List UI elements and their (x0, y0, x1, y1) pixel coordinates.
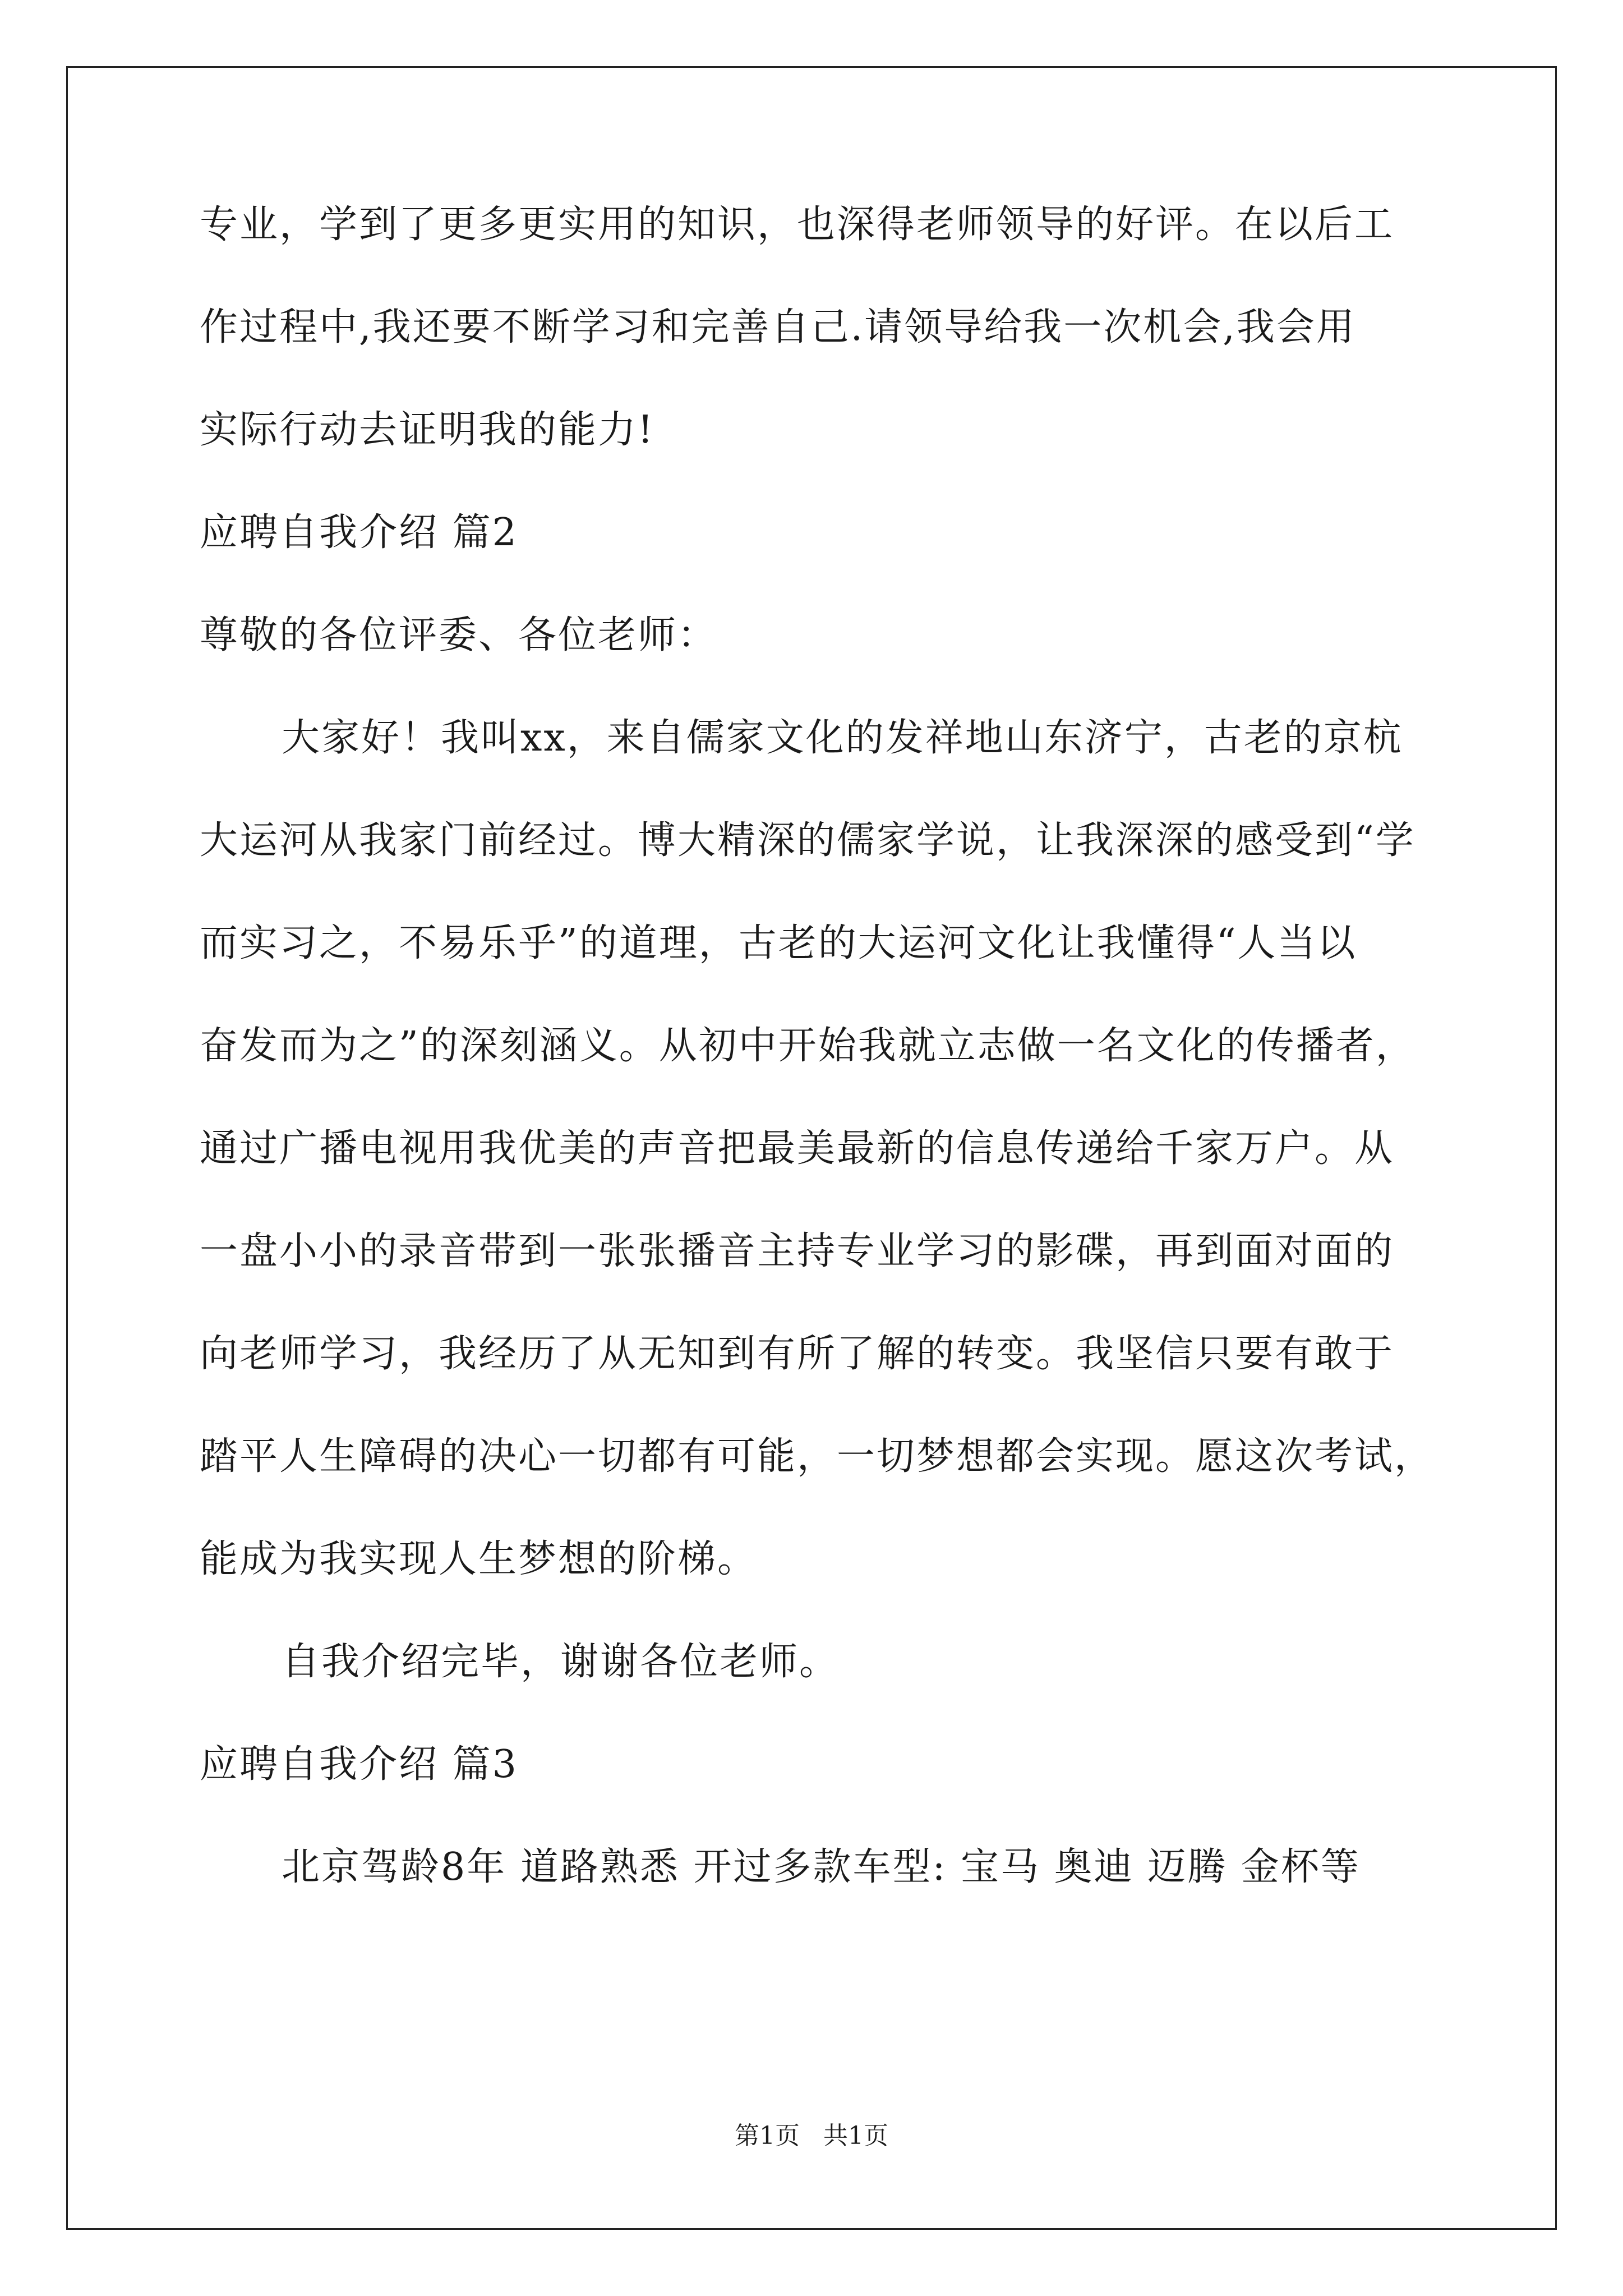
text-line: 踏平人生障碍的决心一切都有可能，一切梦想都会实现。愿这次考试， (200, 1434, 1435, 1479)
text-line: 向老师学习，我经历了从无知到有所了解的转变。我坚信只要有敢于 (200, 1332, 1395, 1376)
section-heading: 应聘自我介绍 篇2 (200, 510, 518, 555)
salutation: 尊敬的各位评委、各位老师： (200, 613, 718, 657)
page-total: 共1页 (823, 2122, 888, 2150)
page-footer (0, 2119, 1623, 2153)
text-line: 专业，学到了更多更实用的知识，也深得老师领导的好评。在以后工 (200, 203, 1395, 247)
text-line: 北京驾龄8年 道路熟悉 开过多款车型: 宝马 奥迪 迈腾 金杯等 (282, 1845, 1361, 1889)
text-line: 作过程中,我还要不断学习和完善自己.请领导给我一次机会,我会用 (200, 305, 1356, 349)
text-line: 一盘小小的录音带到一张张播音主持专业学习的影碟，再到面对面的 (200, 1229, 1395, 1273)
text-line: 而实习之，不易乐乎”的道理，古老的大运河文化让我懂得“人当以 (200, 921, 1357, 965)
page-number: 第1页 (735, 2122, 800, 2150)
section-heading: 应聘自我介绍 篇3 (200, 1742, 518, 1787)
text-line: 奋发而为之”的深刻涵义。从初中开始我就立志做一名文化的传播者， (200, 1024, 1415, 1068)
text-line: 大运河从我家门前经过。博大精深的儒家学说，让我深深的感受到“学 (200, 818, 1415, 863)
text-line: 能成为我实现人生梦想的阶梯。 (200, 1537, 758, 1581)
text-line: 通过广播电视用我优美的声音把最美最新的信息传递给千家万户。从 (200, 1126, 1395, 1171)
text-line: 大家好！我叫xx，来自儒家文化的发祥地山东济宁，古老的京杭 (282, 716, 1403, 760)
text-line: 自我介绍完毕，谢谢各位老师。 (282, 1640, 840, 1684)
text-line: 实际行动去证明我的能力! (200, 408, 655, 452)
